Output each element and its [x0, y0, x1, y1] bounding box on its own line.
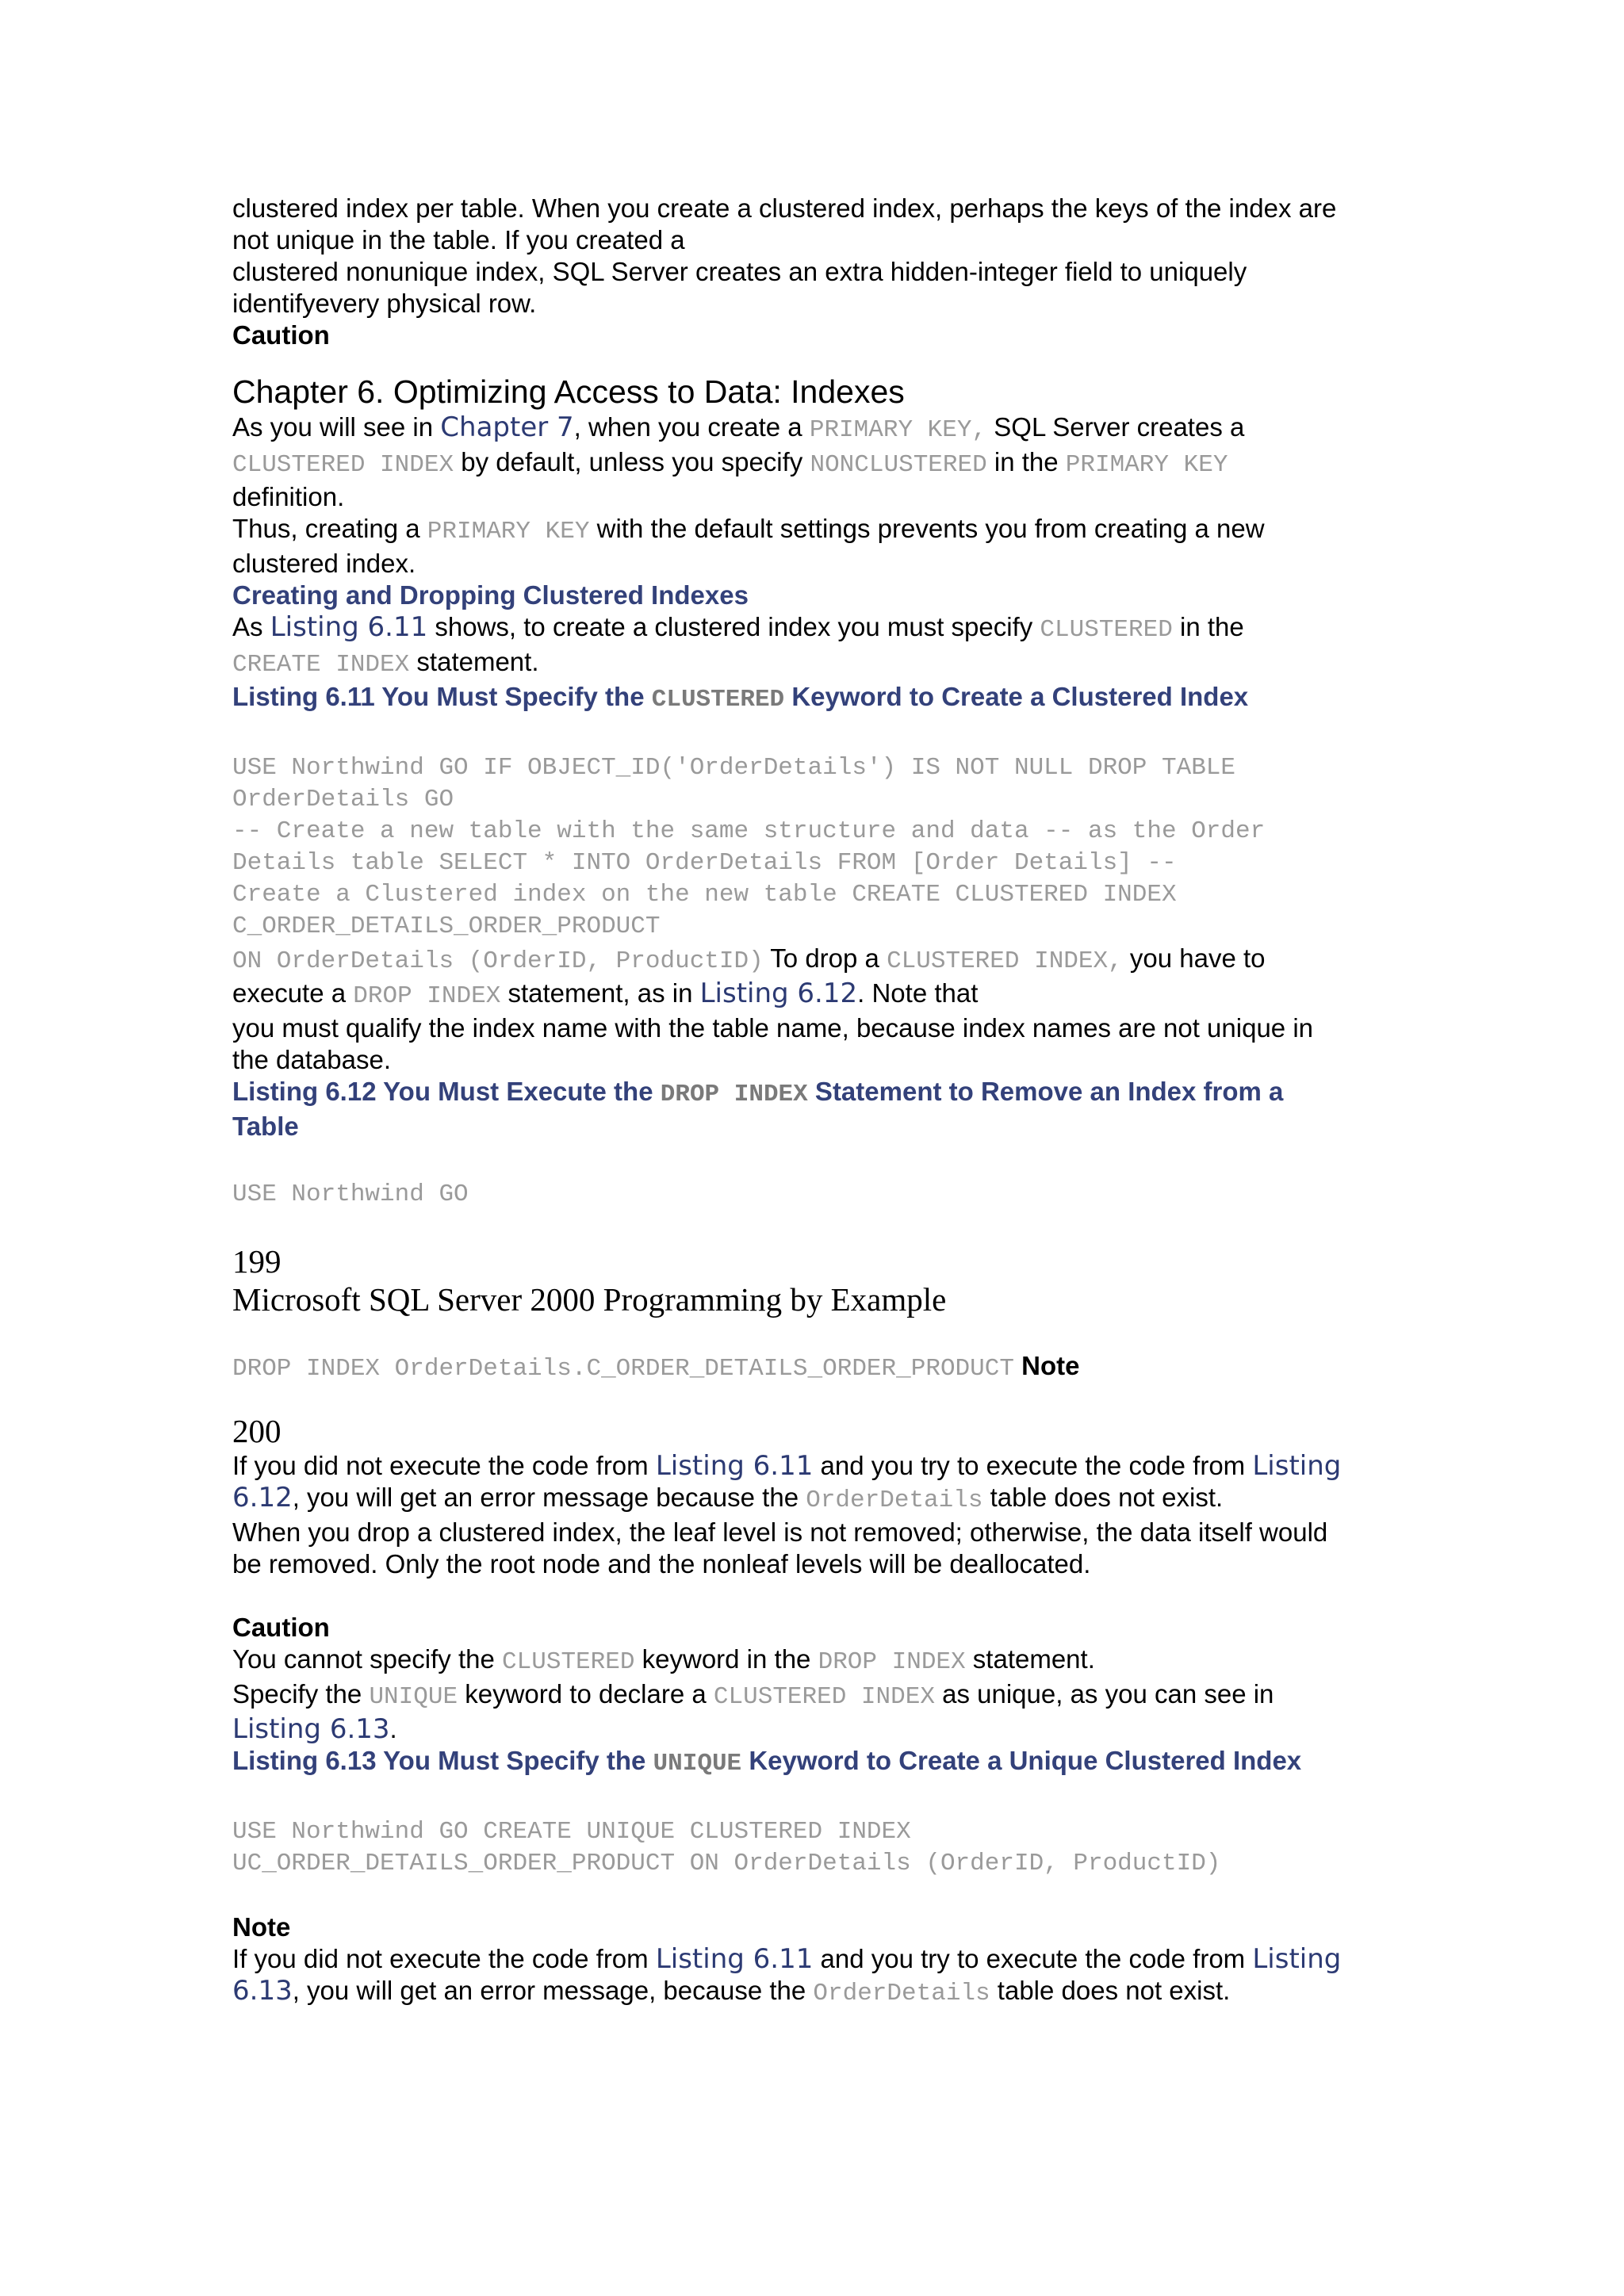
section-heading: Creating and Dropping Clustered Indexes	[232, 580, 749, 610]
code-listing-6-12-part2: DROP INDEX OrderDetails.C_ORDER_DETAILS_ORDER_PRODUCT Note	[232, 1351, 1080, 1383]
code-listing-6-12-part1: USE Northwind GO	[232, 1181, 469, 1208]
code-line: UC_ORDER_DETAILS_ORDER_PRODUCT ON OrderDetails (OrderID, ProductID)	[232, 1850, 1221, 1877]
code-listing-6-13	[232, 1816, 1400, 1880]
paragraph-error-6-12: If you did not execute the code from Listing 6.11 and you try to execute the code from Listing 6.12, you will get an error message because the OrderDetails table does not exist.	[232, 1450, 1342, 1514]
listing-6-13-link[interactable]: Listing 6.13	[232, 1713, 390, 1745]
listing-6-11-caption: Listing 6.11 You Must Specify the CLUSTERED Keyword to Create a Clustered Index	[232, 682, 1249, 714]
intro-line: identifyevery physical row.	[232, 289, 537, 318]
code-line: Details table SELECT * INTO OrderDetails FROM [Order Details] --	[232, 849, 1177, 877]
chapter-title: Chapter 6. Optimizing Access to Data: Indexes	[232, 373, 905, 410]
code-line: USE Northwind GO CREATE UNIQUE CLUSTERED INDEX	[232, 1818, 911, 1846]
intro-line: clustered index per table. When you create a clustered index, perhaps the keys of the index are	[232, 193, 1337, 223]
listing-6-11-link[interactable]: Listing 6.11	[655, 1943, 814, 1975]
listing-6-12-caption: Listing 6.12 You Must Execute the DROP INDEX Statement to Remove an Index from a Table	[232, 1077, 1284, 1141]
paragraph-thus: Thus, creating a PRIMARY KEY with the default settings prevents you from creating a new clustered index.	[232, 514, 1265, 578]
code-line: ON OrderDetails (OrderID, ProductID)	[232, 947, 764, 975]
listing-6-11-link[interactable]: Listing 6.11	[270, 611, 428, 643]
book-title: Microsoft SQL Server 2000 Programming by Example	[232, 1281, 947, 1318]
page-number: 199	[232, 1243, 282, 1280]
paragraph-line: When you drop a clustered index, the leaf level is not removed; otherwise, the data itself would	[232, 1517, 1328, 1547]
paragraph-cannot-specify: You cannot specify the CLUSTERED keyword in the DROP INDEX statement.	[232, 1644, 1095, 1676]
note-label: Note	[232, 1912, 291, 1942]
listing-6-12-link[interactable]: Listing	[1252, 1450, 1342, 1482]
intro-line: not unique in the table. If you created a	[232, 225, 685, 254]
intro-line: clustered nonunique index, SQL Server creates an extra hidden-integer field to uniquely	[232, 257, 1247, 286]
listing-6-12-link[interactable]: 6.12	[232, 1482, 293, 1513]
listing-6-13-caption: Listing 6.13 You Must Specify the UNIQUE Keyword to Create a Unique Clustered Index	[232, 1746, 1302, 1777]
caution-label: Caution	[232, 1613, 330, 1642]
listing-6-13-link[interactable]: 6.13	[232, 1975, 293, 2007]
paragraph-create-clustered: As Listing 6.11 shows, to create a clustered index you must specify CLUSTERED in the CREATE INDEX statement.	[232, 611, 1244, 679]
listing-6-12-link[interactable]: Listing 6.12	[699, 978, 858, 1009]
page-number: 200	[232, 1413, 282, 1449]
code-line: USE Northwind GO IF OBJECT_ID('OrderDetails') IS NOT NULL DROP TABLE	[232, 754, 1236, 782]
document-page	[232, 193, 1400, 2010]
code-line: C_ORDER_DETAILS_ORDER_PRODUCT	[232, 913, 661, 940]
paragraph-error-6-13: If you did not execute the code from Listing 6.11 and you try to execute the code from Listing 6.13, you will get an error message, because the OrderDetails table does not exist.	[232, 1943, 1342, 2007]
chapter-7-link[interactable]: Chapter 7	[440, 411, 574, 443]
code-line: -- Create a new table with the same structure and data -- as the Order	[232, 817, 1266, 845]
paragraph-primary-key: As you will see in Chapter 7, when you create a PRIMARY KEY, SQL Server creates a CLUSTERED INDEX by default, unless you specify NONCLUSTERED in the PRIMARY KEY definition.	[232, 411, 1245, 511]
paragraph-line: be removed. Only the root node and the nonleaf levels will be deallocated.	[232, 1549, 1091, 1578]
code-listing-6-11: USE Northwind GO IF OBJECT_ID('OrderDetails') IS NOT NULL DROP TABLE OrderDetails GO -- Create a new table with the same structure and data -- as the Order Details table SELECT * INTO OrderDetails FROM [Order Details] -- Create a Clustered index on the new table CREATE CLUSTERED INDEX C_ORDER_DETAILS_ORDER_PRODUCT ON OrderDetails (OrderID, ProductID) To drop a CLUSTERED INDEX, you have to execute a DROP INDEX statement, as in Listing 6.12. Note that you must qualify the index name with the table name, because index names are not unique in the database.	[232, 752, 1400, 1076]
caution-label: Caution	[232, 320, 330, 350]
listing-6-13-link[interactable]: Listing	[1252, 1943, 1342, 1975]
code-line: OrderDetails GO	[232, 786, 454, 813]
note-label: Note	[1021, 1351, 1080, 1380]
listing-6-11-link[interactable]: Listing 6.11	[655, 1450, 814, 1482]
code-line: Create a Clustered index on the new table CREATE CLUSTERED INDEX	[232, 881, 1177, 909]
paragraph-unique: Specify the UNIQUE keyword to declare a CLUSTERED INDEX as unique, as you can see in Listing 6.13.	[232, 1679, 1274, 1745]
